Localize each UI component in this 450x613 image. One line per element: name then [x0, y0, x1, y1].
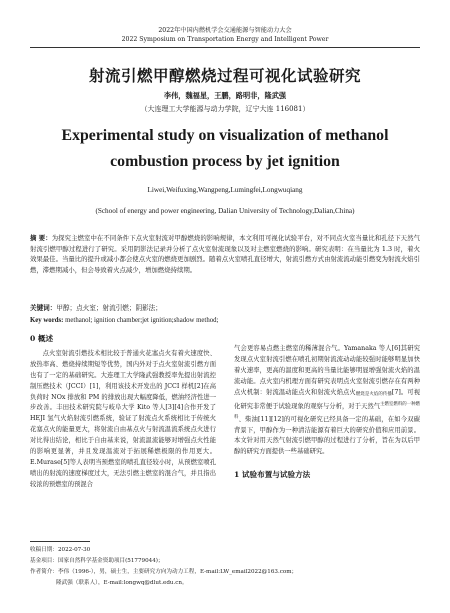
conference-name-en: 2022 Symposium on Transportation Energy and Intelligent Power	[121, 36, 329, 43]
section-0-paragraph-continued	[234, 344, 420, 458]
section-0-paragraph: 点火室射流引燃技术相比较于普通火花塞点火有着火速度快、放热率高、燃烧持续期短等优势，国内外对于点火室射流引燃方面也有了一定的基础研究。大连理工大学隆武强教授率先提出射流控制压燃技术（JCCI）[1]，利用该技术开发出的 JCCI 样机[2]在高负荷时 NOx 排放和 PM 的排放出现大幅度降低，燃油经济性进一步改善。丰田技术研究院与岐阜大学 Kito 等人[3][4]合作开发了 HEJI 氢气火焰射流引燃系统，验证了射流点火系统相比于传统火花塞点火的能量更大，将射流自由基点火与射流温流系统点火进行对比得出结论，相比于自由基来说，射流温流能够对增强点火性能的影响更显著，并且发现温流对于拓展稀燃极限的作用更大。E.Murase[5]等人表明当预燃室的喷孔直径较小时，从预燃室喷孔喷出的射流的速度梯度过大，无法引燃主燃室的混合气，并且指出较浓的预燃室的预混合	[30, 349, 216, 488]
left-column	[30, 334, 216, 491]
continued-text-2: [7]。可视化研究非常便于试验现象的观察与分析，对于天然气	[234, 388, 421, 410]
abstract-label: 摘 要：	[30, 234, 52, 242]
footnote-author: 作者简介：李伟（1996-），男，硕士生，主要研究方向为动力工程，E-mail:LW_email2022@163.com；	[30, 569, 298, 575]
english-title-line-1: Experimental study on visualization of methanol	[61, 127, 389, 144]
english-authors: Liwei,Weifuxing,Wangpeng,Lumingfei,Longwuqiang	[147, 186, 303, 194]
chinese-authors: 李伟，魏福星，王鹏，路明非，隆武强	[163, 91, 287, 100]
section-0-heading: 0 概述	[30, 334, 54, 343]
english-affiliation: (School of energy and power engineering, Dalian University of Technology,Dalian,China)	[95, 207, 355, 215]
abstract	[30, 233, 420, 275]
footnote-contact: 隆武强（联系人），E-mail:longwq@dlut.edu.cn。	[56, 580, 188, 586]
section-1-heading: 1 试验布置与试验方法	[234, 470, 311, 480]
keywords-en-text: methanol; ignition chamber;jet ignition;shadow method;	[63, 317, 219, 324]
chinese-affiliation: （大连理工大学能源与动力学院，辽宁大连 116081）	[140, 105, 310, 113]
keywords-english	[30, 317, 420, 324]
english-title-line-2: combustion process by jet ignition	[110, 153, 340, 170]
abstract-text: 为探究主燃室中在不同条件下点火室射流对甲醇燃烧的影响规律，本文利用可视化试验平台，对不同点火室当量比和孔径下天然气射流引燃甲醇过程进行了研究。采用阴影法记录并分析了点火室射流现象以及对主燃室燃烧的影响。研究表明：在当量比为 1.3 时，着火效果最佳。当量比的提升或减小都会使点火室的燃烧更加剧烈。随着点火室喷孔直径增大，射流引燃方式由射流流动能引燃变为射流火焰引燃，滞燃期减小，但会导致着火点减少，增加燃烧持续期。	[30, 234, 420, 274]
chinese-title: 射流引燃甲醇燃烧过程可视化试验研究	[88, 67, 361, 85]
right-column	[234, 344, 420, 485]
keywords-en-label: Key words:	[30, 317, 64, 324]
footnote-rule	[30, 541, 90, 542]
continued-text-3: 、柴油[11][12]的可视化研究已经具备一定的基础，在如今双碳背景下，甲醇作为一种清洁能源有着巨大的研究价值和应用前景。本文针对用天然气射流引燃甲醇的过程进行了分析，旨在为以后甲醇的研究方面提供一些基础研究。	[234, 415, 420, 456]
keywords-cn-label: 关键词：	[30, 304, 57, 312]
header-rule	[30, 47, 420, 48]
footnote-received: 收稿日期：2022-07-30	[30, 547, 91, 553]
keywords-chinese	[30, 302, 420, 312]
conference-name-cn: 2022年中国内燃机学会交通能源与智能动力大会	[158, 27, 292, 34]
continued-text-1: 气会更容易点燃主燃室的稀薄混合气。Yamanaka 等人[6]其研究发现点火室射流引燃在喷孔初期射流流动动能较强时能够明显加快着火速率，更高的温度和更高的当量比能够明显增强射流火焰的温流动能。点火室内机理方面有研究表明点火室射流引燃存在有两种点火机制：射流温动能点火和射流火焰点火	[234, 345, 420, 396]
footnote-fund: 基金项目：国家自然科学基金资助项目(51779044)；	[30, 558, 164, 564]
inline-superscript-gas: 主燃室燃料的一种燃料	[234, 401, 420, 420]
keywords-cn-text: 甲醇；点火室；射流引燃；阴影法；	[56, 304, 162, 312]
inline-subscript-fire: 燃烧是火焰的传播	[355, 391, 392, 397]
